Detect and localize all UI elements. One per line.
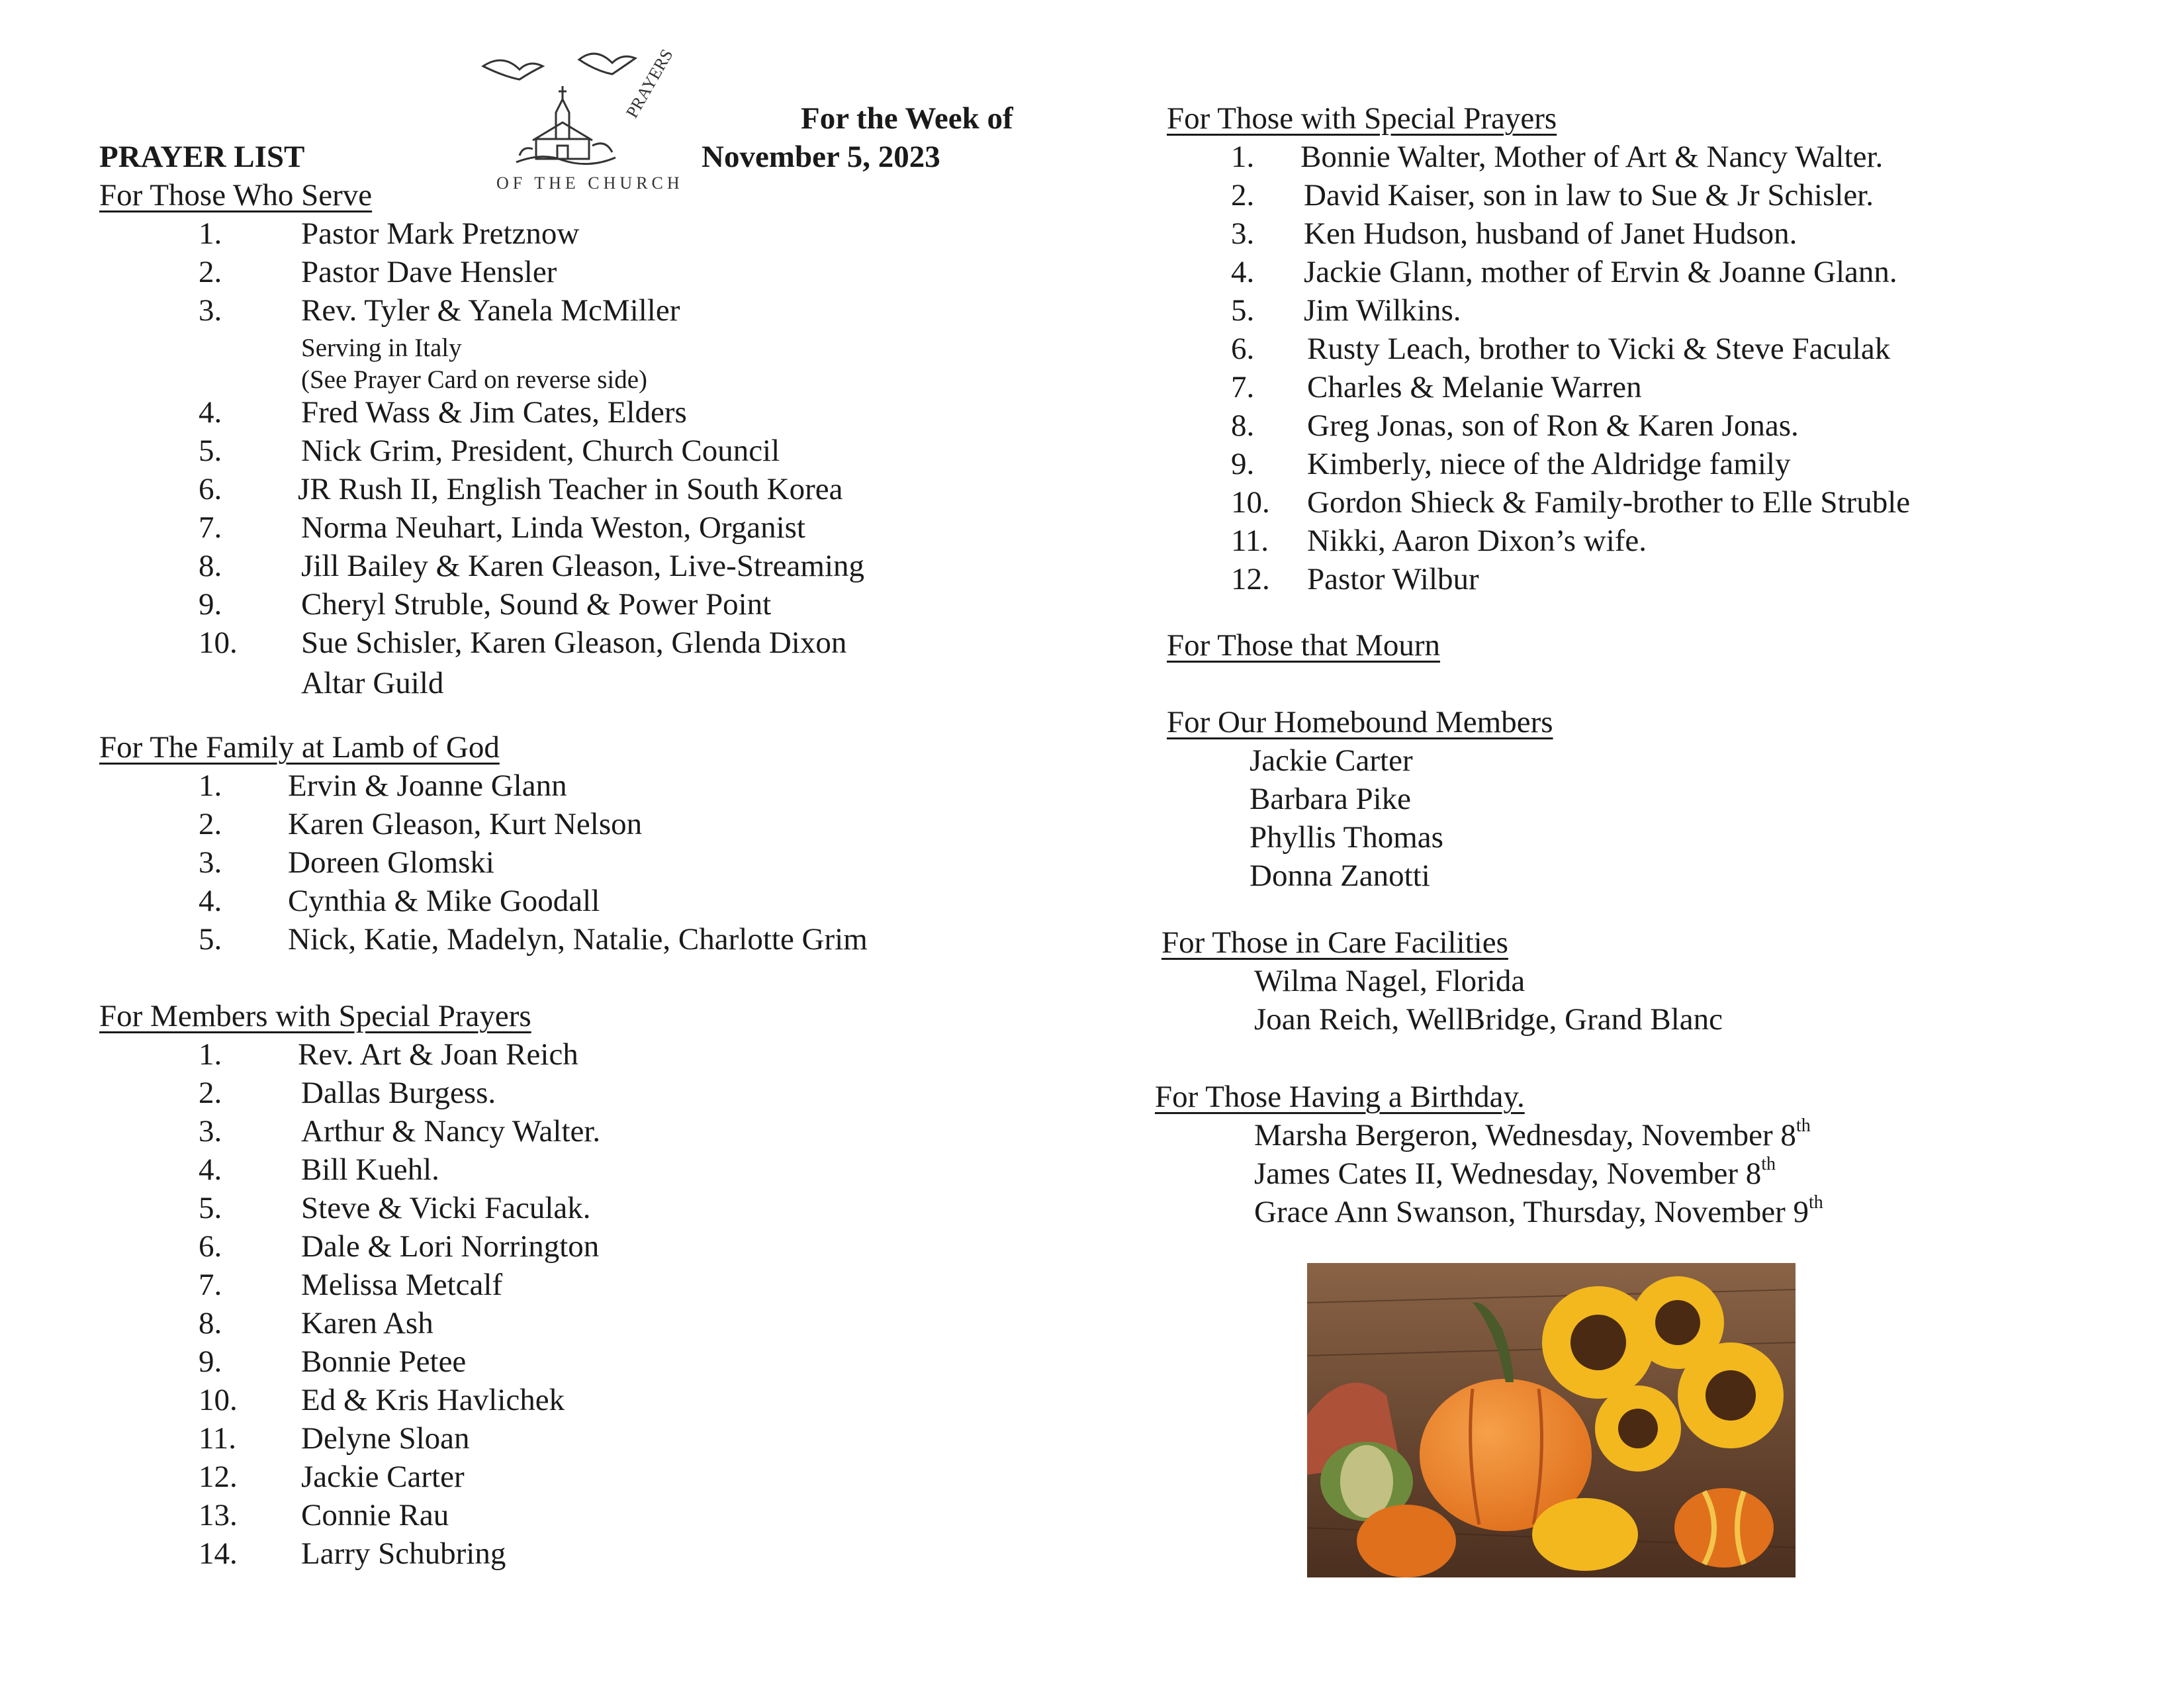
members-item-text: Connie Rau: [301, 1498, 449, 1532]
members-item: [199, 1419, 927, 1458]
logo-ring-bottom: OF THE CHURCH: [496, 173, 684, 193]
homebound-heading: For Our Homebound Members: [1167, 705, 1553, 739]
family-heading: For The Family at Lamb of God: [99, 730, 500, 765]
serve-item-text: Cheryl Struble, Sound & Power Point: [301, 587, 772, 622]
special-item: [1231, 330, 2158, 368]
family-item-text: Doreen Glomski: [288, 845, 494, 880]
item3-serving-note: Serving in Italy: [301, 334, 462, 362]
special-item-text: Kimberly, niece of the Aldridge family: [1307, 447, 1791, 481]
family-item: [199, 767, 993, 805]
family-item-number: 1.: [199, 769, 222, 803]
family-item-text: Ervin & Joanne Glann: [288, 769, 567, 803]
special-list: [1231, 138, 2158, 598]
members-item-text: Bill Kuehl.: [301, 1152, 439, 1187]
special-item-text: Gordon Shieck & Family-brother to Elle Struble: [1307, 485, 1911, 520]
special-item-text: David Kaiser, son in law to Sue & Jr Schisler.: [1304, 178, 1874, 212]
members-item: [199, 1381, 927, 1419]
members-item-text: Jackie Carter: [301, 1460, 465, 1494]
members-item-text: Rev. Art & Joan Reich: [298, 1037, 578, 1072]
serve-item: [199, 253, 927, 291]
special-item: [1231, 483, 2158, 522]
members-item-number: 12.: [199, 1460, 238, 1494]
members-item-text: Dale & Lori Norrington: [301, 1229, 600, 1264]
serve-item-text: Norma Neuhart, Linda Weston, Organist: [301, 510, 805, 545]
members-item: [199, 1035, 927, 1074]
care-list: [1254, 962, 1723, 1039]
serve-item-text: Nick Grim, President, Church Council: [301, 434, 780, 468]
serve-item-number: 5.: [199, 434, 222, 468]
serve-item-text: JR Rush II, English Teacher in South Korea: [298, 472, 843, 506]
members-item-text: Karen Ash: [301, 1306, 433, 1340]
homebound-name: Jackie Carter: [1250, 743, 1413, 778]
serve-item: [199, 393, 927, 432]
special-item: [1231, 560, 2158, 598]
special-item-text: Nikki, Aaron Dixon’s wife.: [1307, 524, 1647, 558]
birthday-entry: [1254, 1154, 1823, 1193]
serve-item-text: Pastor Mark Pretznow: [301, 216, 580, 251]
logo-ring-top: PRAYERS: [622, 46, 677, 121]
special-item-number: 12.: [1231, 562, 1270, 596]
special-item-text: Charles & Melanie Warren: [1307, 370, 1642, 404]
birthday-list: [1254, 1116, 1823, 1231]
serve-item-number: 6.: [199, 472, 222, 506]
special-item-text: Greg Jonas, son of Ron & Karen Jonas.: [1307, 408, 1799, 443]
family-item: [199, 920, 993, 959]
special-item-number: 3.: [1231, 216, 1255, 251]
members-item-number: 11.: [199, 1421, 237, 1456]
members-item-text: Steve & Vicki Faculak.: [301, 1191, 591, 1225]
special-item: [1231, 522, 2158, 560]
members-item: [199, 1304, 927, 1342]
members-item-text: Arthur & Nancy Walter.: [301, 1114, 601, 1149]
family-item-number: 3.: [199, 845, 222, 880]
homebound-name: Donna Zanotti: [1250, 859, 1430, 893]
serve-item-text: Sue Schisler, Karen Gleason, Glenda Dixon: [301, 626, 847, 660]
serve-item-number: 1.: [199, 216, 222, 251]
serve-item: [199, 432, 927, 470]
serve-item-number: 3.: [199, 293, 222, 328]
members-item-number: 9.: [199, 1344, 222, 1379]
members-item-number: 3.: [199, 1114, 222, 1149]
week-date: November 5, 2023: [702, 140, 940, 174]
family-item-text: Cynthia & Mike Goodall: [288, 884, 600, 918]
special-item-number: 5.: [1231, 293, 1255, 328]
members-item-number: 4.: [199, 1152, 222, 1187]
family-item-number: 2.: [199, 807, 222, 841]
members-item-text: Larry Schubring: [301, 1536, 506, 1571]
serve-item-text: Jill Bailey & Karen Gleason, Live-Streaming: [301, 549, 865, 583]
members-item: [199, 1112, 927, 1150]
special-item: [1231, 368, 2158, 406]
homebound-name: Phyllis Thomas: [1250, 820, 1443, 855]
special-item-text: Ken Hudson, husband of Janet Hudson.: [1304, 216, 1797, 251]
members-item-number: 10.: [199, 1383, 238, 1417]
care-name: Wilma Nagel, Florida: [1254, 964, 1525, 998]
family-item: [199, 805, 993, 843]
serve-item-number: 4.: [199, 395, 222, 430]
special-item-number: 1.: [1231, 140, 1255, 174]
serve-item: [199, 547, 927, 585]
serve-item-number: 2.: [199, 255, 222, 289]
special-item-number: 2.: [1231, 178, 1255, 212]
serve-item: [199, 291, 927, 393]
members-heading: For Members with Special Prayers: [99, 999, 531, 1033]
serve-item: [199, 470, 927, 508]
serve-item-text: Pastor Dave Hensler: [301, 255, 557, 289]
care-heading: For Those in Care Facilities: [1161, 925, 1508, 960]
members-item-text: Dallas Burgess.: [301, 1076, 496, 1110]
birthday-ordinal: th: [1809, 1192, 1823, 1213]
serve-item-text: Rev. Tyler & Yanela McMiller: [301, 293, 680, 328]
serve-item-number: 9.: [199, 587, 222, 622]
members-item-number: 14.: [199, 1536, 238, 1571]
members-item: [199, 1150, 927, 1189]
mourn-heading: For Those that Mourn: [1167, 628, 1440, 663]
members-item-number: 2.: [199, 1076, 222, 1110]
birthday-entry-text: Marsha Bergeron, Wednesday, November 8: [1254, 1118, 1796, 1152]
special-item: [1231, 138, 2158, 176]
special-heading: For Those with Special Prayers: [1167, 101, 1557, 136]
special-item-number: 4.: [1231, 255, 1255, 289]
care-name: Joan Reich, WellBridge, Grand Blanc: [1254, 1002, 1723, 1037]
item10-altar-guild: Altar Guild: [301, 666, 444, 700]
special-item-text: Pastor Wilbur: [1307, 562, 1479, 596]
members-item-text: Melissa Metcalf: [301, 1268, 503, 1302]
birthday-heading: For Those Having a Birthday.: [1155, 1080, 1525, 1114]
special-item: [1231, 176, 2158, 214]
birthday-entry-text: James Cates II, Wednesday, November 8: [1254, 1156, 1762, 1191]
members-item: [199, 1534, 927, 1573]
members-item-number: 5.: [199, 1191, 222, 1225]
birthday-entry: [1254, 1116, 1823, 1154]
members-item: [199, 1074, 927, 1112]
serve-item: [199, 585, 927, 624]
serve-item-text: Fred Wass & Jim Cates, Elders: [301, 395, 687, 430]
members-list: [199, 1035, 927, 1573]
birthday-ordinal: th: [1761, 1154, 1776, 1175]
serve-item-number: 10.: [199, 626, 238, 660]
homebound-list: [1250, 741, 1443, 895]
birthday-ordinal: th: [1796, 1115, 1811, 1137]
members-item-text: Bonnie Petee: [301, 1344, 467, 1379]
special-item: [1231, 214, 2158, 253]
special-item-text: Jim Wilkins.: [1304, 293, 1461, 328]
birthday-entry: [1254, 1193, 1823, 1231]
page-title: PRAYER LIST: [99, 140, 305, 174]
special-item-number: 11.: [1231, 524, 1269, 558]
members-item-text: Ed & Kris Havlichek: [301, 1383, 565, 1417]
members-item: [199, 1458, 927, 1496]
serve-item: [199, 214, 927, 253]
serve-item-number: 8.: [199, 549, 222, 583]
serve-item: [199, 624, 927, 662]
birthday-entry-text: Grace Ann Swanson, Thursday, November 9: [1254, 1195, 1809, 1229]
special-item: [1231, 291, 2158, 330]
special-item-text: Rusty Leach, brother to Vicki & Steve Faculak: [1307, 332, 1891, 366]
week-label: For the Week of: [801, 101, 1013, 136]
special-item-number: 10.: [1231, 485, 1270, 520]
members-item-number: 7.: [199, 1268, 222, 1302]
serve-heading: For Those Who Serve: [99, 178, 373, 212]
special-item-text: Bonnie Walter, Mother of Art & Nancy Walter.: [1300, 140, 1884, 174]
family-item: [199, 882, 993, 920]
members-item-number: 6.: [199, 1229, 222, 1264]
serve-item-number: 7.: [199, 510, 222, 545]
serve-item: [199, 508, 927, 547]
serve-list: [199, 214, 927, 662]
special-item-text: Jackie Glann, mother of Ervin & Joanne Glann.: [1304, 255, 1897, 289]
family-item-number: 5.: [199, 922, 222, 957]
family-item: [199, 843, 993, 882]
members-item: [199, 1266, 927, 1304]
item3-prayer-card-note: (See Prayer Card on reverse side): [301, 365, 648, 394]
family-item-number: 4.: [199, 884, 222, 918]
special-item: [1231, 445, 2158, 483]
members-item-number: 13.: [199, 1498, 238, 1532]
special-item-number: 7.: [1231, 370, 1255, 404]
autumn-harvest-image: [1307, 1263, 1796, 1577]
homebound-name: Barbara Pike: [1250, 782, 1412, 816]
members-item-number: 1.: [199, 1037, 222, 1072]
members-item-number: 8.: [199, 1306, 222, 1340]
family-item-text: Karen Gleason, Kurt Nelson: [288, 807, 643, 841]
members-item: [199, 1496, 927, 1534]
special-item-number: 8.: [1231, 408, 1255, 443]
logo: [457, 40, 684, 202]
special-item: [1231, 406, 2158, 445]
members-item-text: Delyne Sloan: [301, 1421, 470, 1456]
special-item-number: 9.: [1231, 447, 1255, 481]
members-item: [199, 1342, 927, 1381]
members-item: [199, 1189, 927, 1227]
members-item: [199, 1227, 927, 1266]
special-item-number: 6.: [1231, 332, 1255, 366]
family-item-text: Nick, Katie, Madelyn, Natalie, Charlotte Grim: [288, 922, 868, 957]
family-list: [199, 767, 993, 959]
special-item: [1231, 253, 2158, 291]
